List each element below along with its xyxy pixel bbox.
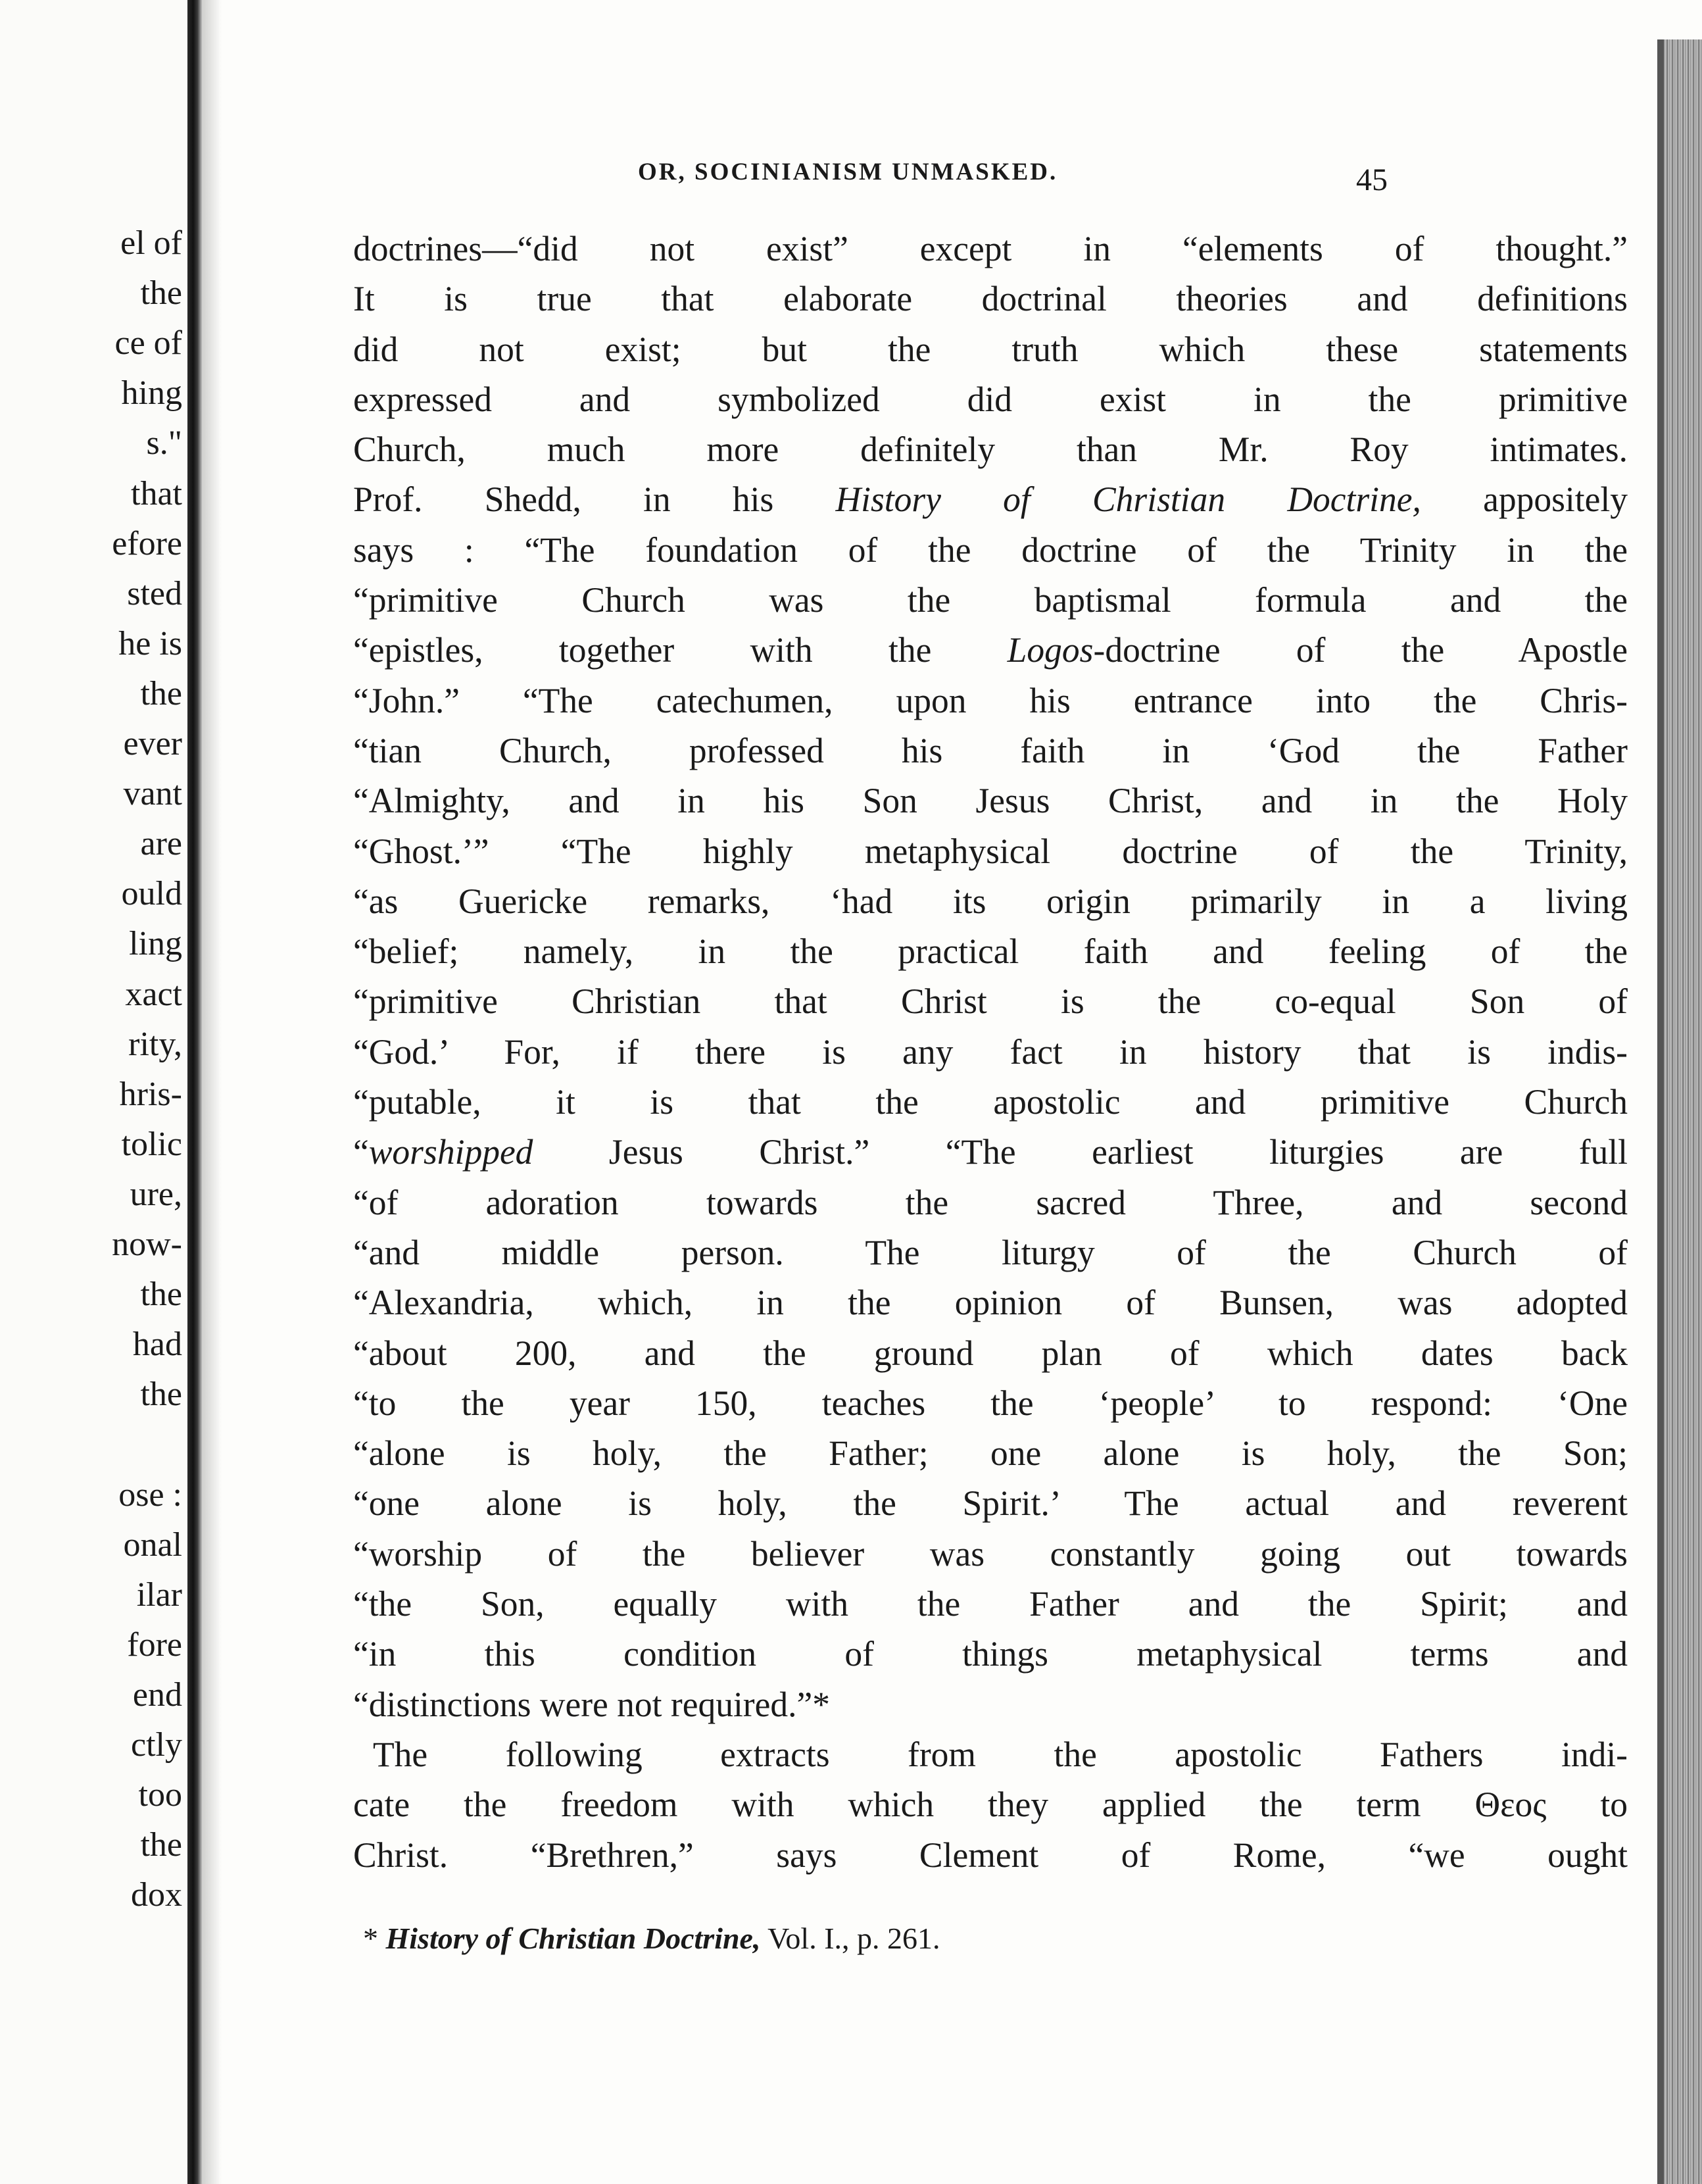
left-page-fragment: now- (112, 1226, 182, 1263)
text-line: “Alexandria, which, in the opinion of Bunsen, was adopted (353, 1283, 1628, 1323)
text-line: It is true that elaborate doctrinal theories and definitions (353, 279, 1628, 319)
left-page-fragment: end (132, 1675, 182, 1714)
text-line: “primitive Christian that Christ is the co-equal Son of (353, 981, 1628, 1022)
text-line: says : “The foundation of the doctrine of the Trinity in the (353, 530, 1628, 570)
text-line: “John.” “The catechumen, upon his entrance into the Chris- (353, 680, 1628, 720)
left-page-fragment: vant (123, 775, 182, 813)
left-page-fragment: ever (123, 725, 182, 762)
left-page-fragment: that (131, 474, 182, 512)
text-line: did not exist; but the truth which these statements (353, 329, 1628, 369)
text-line: “in this condition of things metaphysical terms and (353, 1634, 1628, 1674)
text-line: cate the freedom with which they applied the term Θεος to (353, 1785, 1628, 1825)
left-page-fragment: ose : (118, 1476, 182, 1514)
italic-title: Logos (1007, 630, 1094, 670)
text-line: “God.’ For, if there is any fact in history that is indis- (353, 1031, 1628, 1072)
footnote (363, 1921, 940, 1956)
left-page-fragment: el of (120, 224, 182, 262)
text-line: “primitive Church was the baptismal formula and the (353, 580, 1628, 620)
book-gutter (187, 0, 202, 2184)
page-stack-edge (1664, 39, 1702, 2184)
left-page-fragment: efore (112, 524, 182, 562)
page-number: 45 (1356, 162, 1388, 197)
text-line (353, 474, 1628, 524)
text-line: “belief; namely, in the practical faith and feeling of the (353, 931, 1628, 972)
text-line: “as Guericke remarks, ‘had its origin primarily in a living (353, 881, 1628, 921)
left-page-fragment: the (140, 1276, 182, 1314)
left-page-fragment: s." (146, 424, 182, 462)
text-line: “about 200, and the ground plan of which dates back (353, 1333, 1628, 1373)
text-line: “and middle person. The liturgy of the Church of (353, 1232, 1628, 1272)
gutter-shadow (202, 0, 222, 2184)
text-segment: Jesus Christ.” “The earliest liturgies are full (533, 1132, 1628, 1172)
text-line: “Ghost.’” “The highly metaphysical doctrine of the Trinity, (353, 831, 1628, 871)
text-segment: “ (353, 1132, 369, 1172)
footnote-reference: Vol. I., p. 261. (760, 1922, 940, 1955)
left-page-fragment: the (140, 274, 182, 312)
left-page-fragment: hris- (119, 1075, 182, 1113)
text-line: Church, much more definitely than Mr. Roy intimates. (353, 430, 1628, 470)
text-line: Christ. “Brethren,” says Clement of Rome, “we ought (353, 1835, 1628, 1875)
left-page-fragment: ce of (114, 324, 182, 362)
left-page-fragment: are (140, 825, 182, 863)
text-segment: appositely (1421, 480, 1628, 520)
left-page-fragment: hing (121, 374, 182, 412)
italic-title: worshipped (368, 1132, 533, 1172)
text-line: “putable, it is that the apostolic and primitive Church (353, 1082, 1628, 1122)
main-page (222, 0, 1657, 2184)
left-page-fragment: the (140, 674, 182, 712)
footnote-title: History of Christian Doctrine, (385, 1922, 761, 1955)
text-segment: Prof. Shedd, in his (353, 480, 836, 520)
text-line (353, 1127, 1628, 1177)
text-line: “Almighty, and in his Son Jesus Christ, and in the Holy (353, 781, 1628, 821)
left-page-fragment: had (132, 1326, 182, 1364)
left-page-fragment: too (138, 1776, 182, 1814)
left-page-fragment: sted (127, 574, 182, 612)
left-facing-page (0, 0, 187, 2184)
text-line: “worship of the believer was constantly going out towards (353, 1533, 1628, 1574)
left-page-fragment: he is (118, 624, 182, 662)
text-line: “to the year 150, teaches the ‘people’ to respond: ‘One (353, 1383, 1628, 1423)
text-line: “one alone is holy, the Spirit.’ The actual and reverent (353, 1483, 1628, 1524)
text-line: “alone is holy, the Father; one alone is holy, the Son; (353, 1433, 1628, 1474)
left-page-fragment: the (140, 1826, 182, 1864)
left-page-fragment: the (140, 1376, 182, 1414)
text-line: doctrines—“did not exist” except in “elements of thought.” (353, 229, 1628, 268)
left-page-fragment: xact (125, 975, 182, 1013)
left-page-fragment: fore (127, 1626, 182, 1664)
text-segment: “epistles, together with the (353, 630, 1008, 670)
left-page-fragment: ctly (131, 1726, 182, 1764)
left-page-fragment: ure, (130, 1175, 182, 1213)
running-head: OR, SOCINIANISM UNMASKED. (638, 159, 1058, 186)
text-line: “distinctions were not required.”* (353, 1684, 830, 1724)
footnote-marker: * (363, 1922, 378, 1955)
text-line: “the Son, equally with the Father and the Spirit; and (353, 1584, 1628, 1624)
text-segment: -doctrine of the Apostle (1093, 630, 1628, 670)
text-line (353, 625, 1628, 675)
italic-title: History of Christian Doctrine, (835, 480, 1421, 520)
left-page-fragment: tolic (121, 1125, 182, 1163)
left-page-fragment: ling (129, 925, 182, 963)
left-page-fragment: dox (131, 1876, 182, 1914)
text-line: expressed and symbolized did exist in the primitive (353, 379, 1628, 419)
text-line: The following extracts from the apostolic Fathers indi- (373, 1734, 1628, 1774)
text-line: “tian Church, professed his faith in ‘God the Father (353, 730, 1628, 770)
body-text (353, 224, 1628, 1880)
text-line: “of adoration towards the sacred Three, and second (353, 1182, 1628, 1222)
left-page-fragment: onal (123, 1526, 182, 1564)
left-page-fragment: ould (121, 875, 182, 913)
left-page-fragment: ilar (136, 1576, 182, 1614)
left-page-fragment: rity, (128, 1025, 182, 1063)
